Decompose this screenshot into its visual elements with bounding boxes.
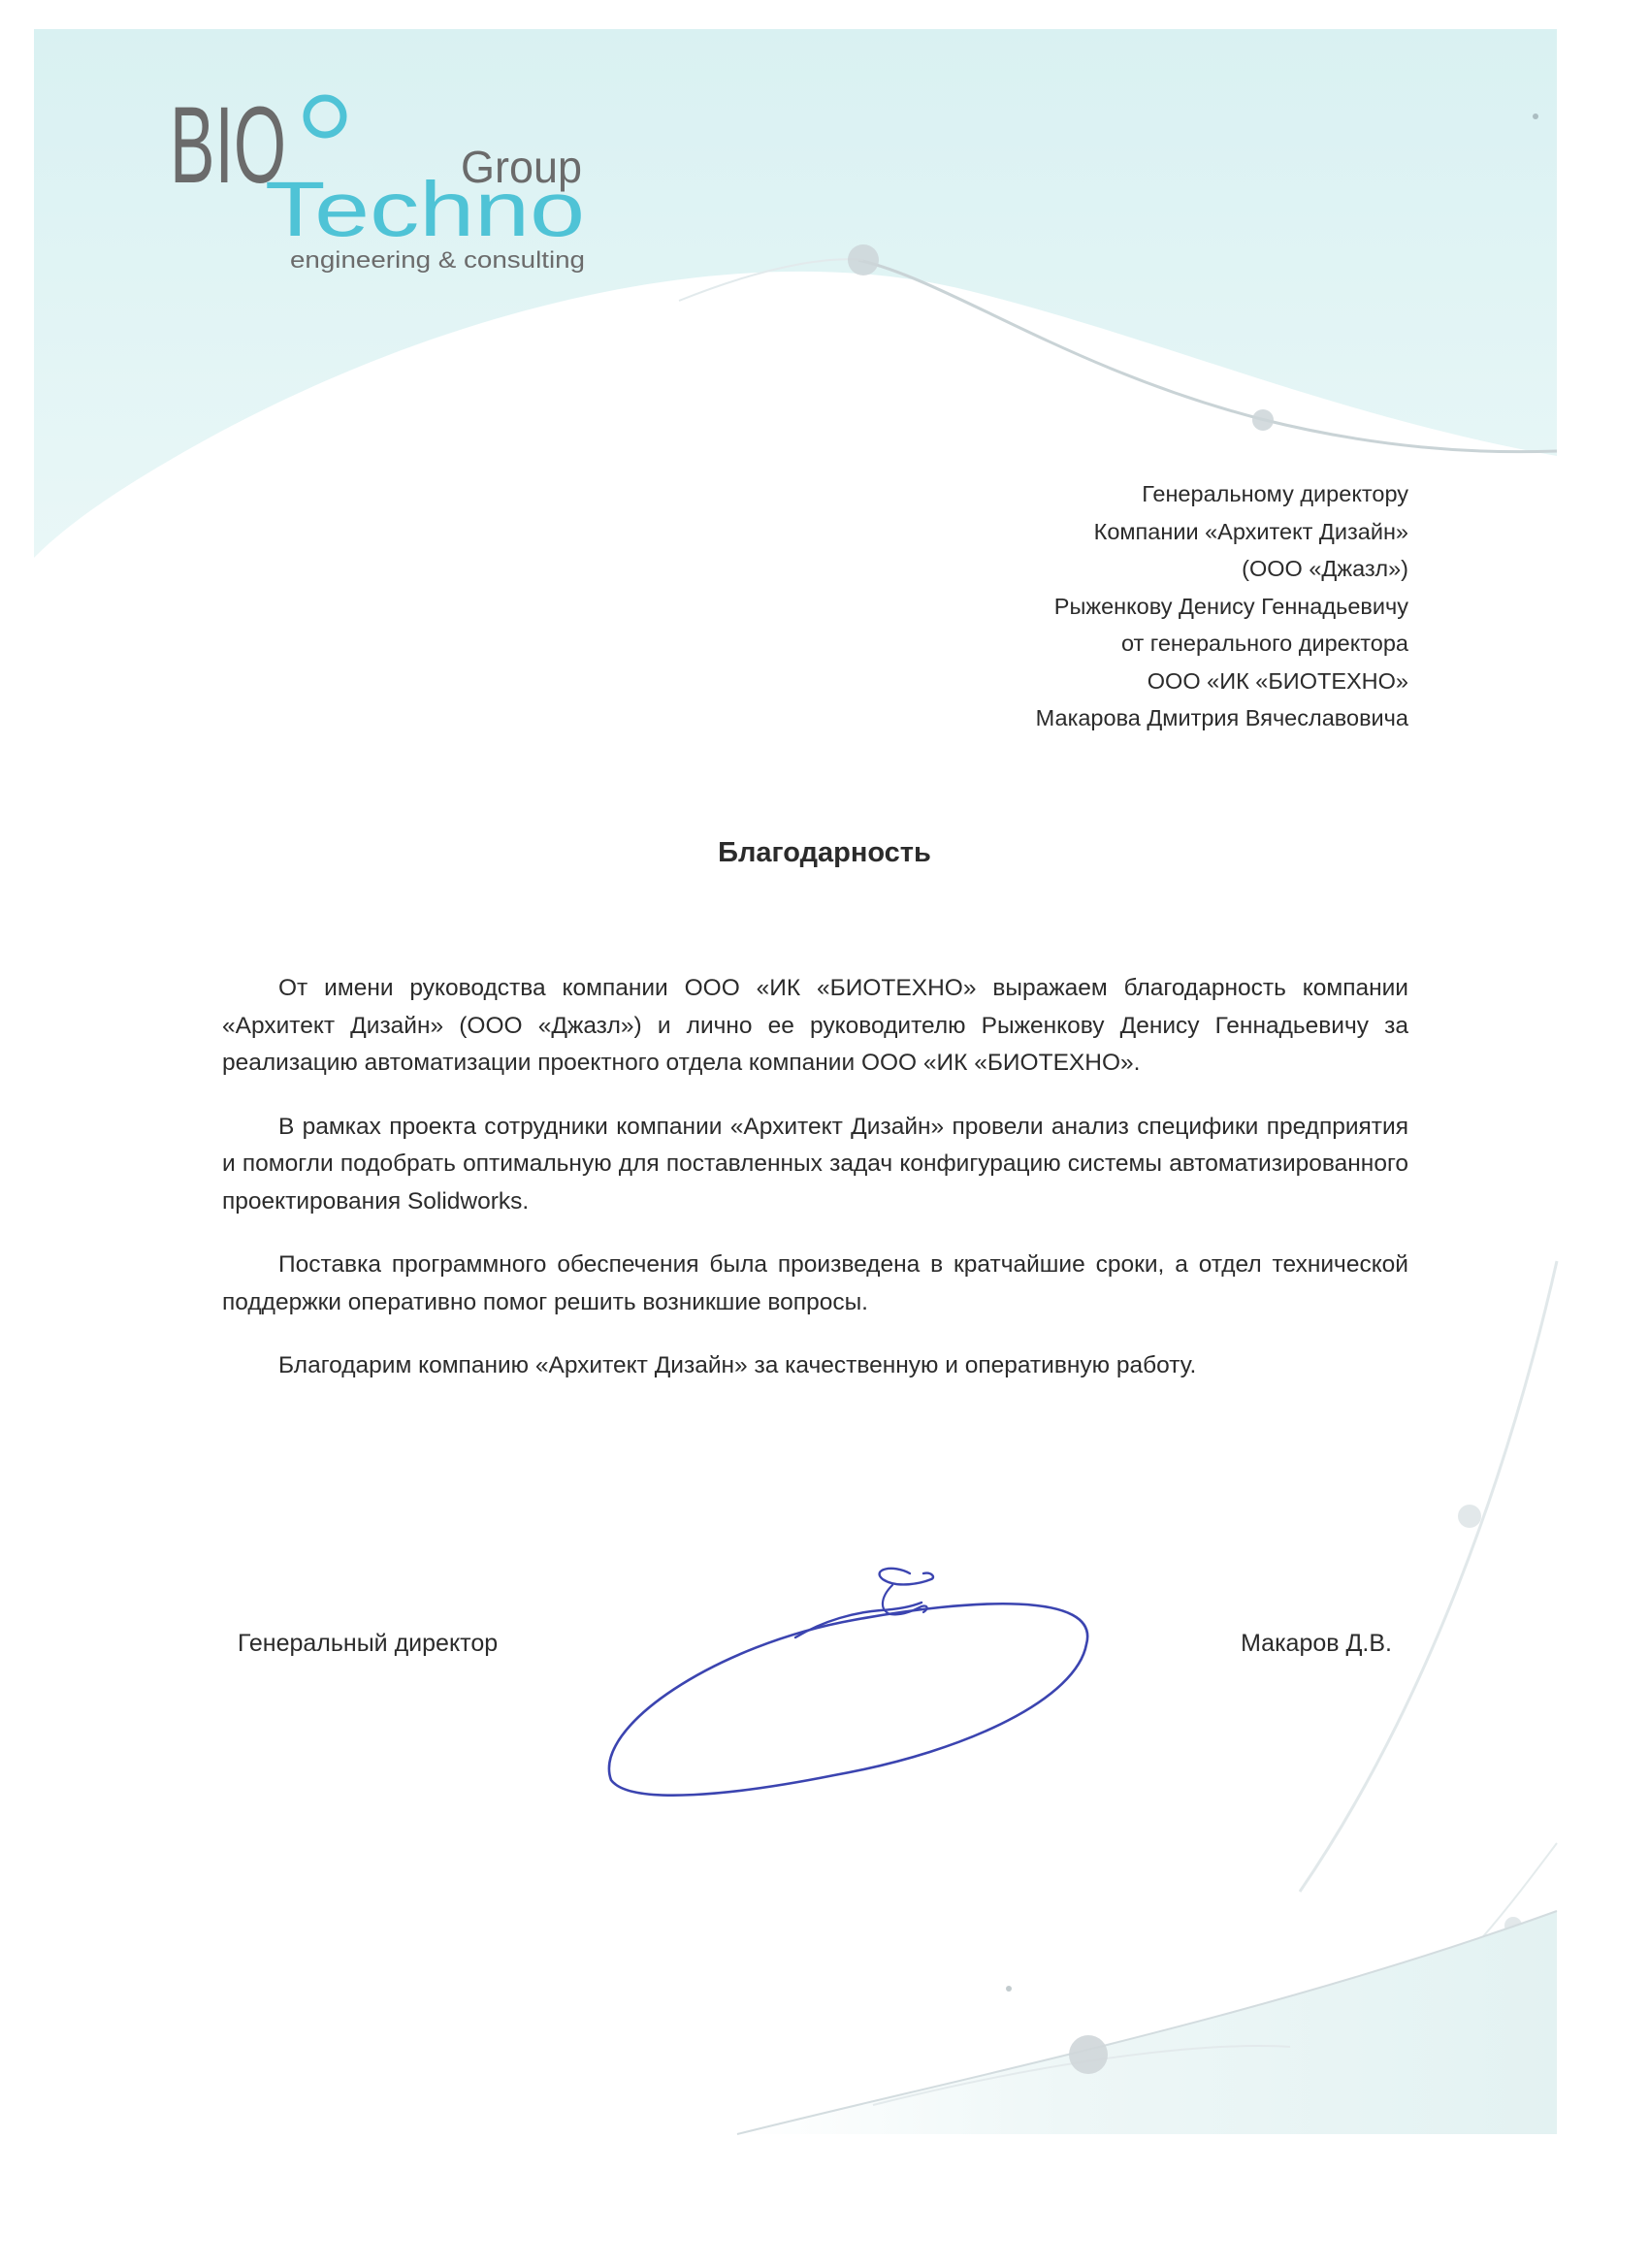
recipient-line: Рыженкову Денису Геннадьевичу xyxy=(1053,593,1408,619)
body-paragraph: Поставка программного обеспечения была произведена в кратчайшие сроки, а отдел технической поддержки оперативно помог решить возникшие вопросы. xyxy=(222,1251,1408,1315)
logo-circle-icon xyxy=(307,98,343,135)
recipient-line: (ООО «Джазл») xyxy=(1242,556,1408,581)
recipient-line: ООО «ИК «БИОТЕХНО» xyxy=(1147,667,1408,694)
bottom-tint-shape xyxy=(737,1911,1557,2134)
company-logo xyxy=(170,85,587,279)
signatory-name: Макаров Д.В. xyxy=(1241,1630,1392,1657)
signatory-position: Генеральный директор xyxy=(238,1630,499,1657)
recipient-block xyxy=(873,475,1408,737)
decor-dot xyxy=(1006,1986,1012,1992)
recipient-line: Генеральному директору xyxy=(1142,481,1408,506)
decor-dot xyxy=(1252,409,1274,431)
logo-tagline: engineering & consulting xyxy=(290,247,585,274)
logo-techno-text: Techno xyxy=(265,166,585,252)
decor-dot xyxy=(1533,113,1538,119)
body-paragraph: В рамках проекта сотрудники компании «Архитект Дизайн» провели анализ специфики предприятия и помогли подобрать оптимальную для поставленных задач конфигурацию системы автоматизированного проектирования Solidworks. xyxy=(222,1113,1408,1215)
body-paragraph: От имени руководства компании ООО «ИК «БИОТЕХНО» выражаем благодарность компании «Архитект Дизайн» (ООО «Джазл») и лично ее руководителю Рыженкову Денису Геннадьевичу за реализацию автоматизации проектного отдела компании ООО «ИК «БИОТЕХНО». xyxy=(222,975,1408,1076)
letter-body xyxy=(222,970,1408,1411)
logo-group-text: Group xyxy=(461,142,582,192)
recipient-line: Макарова Дмитрия Вячеславовича xyxy=(1035,705,1408,730)
decor-dot xyxy=(1458,1505,1481,1528)
letter-title: Благодарность xyxy=(718,837,931,868)
logo-bio-text: BIO xyxy=(170,85,286,206)
recipient-line: Компании «Архитект Дизайн» xyxy=(1093,518,1408,544)
decor-dot xyxy=(1069,2035,1108,2074)
decor-dot xyxy=(848,244,879,275)
body-paragraph: Благодарим компанию «Архитект Дизайн» за качественную и оперативную работу. xyxy=(278,1352,1197,1378)
recipient-line: от генерального директора xyxy=(1120,631,1408,656)
handwritten-signature xyxy=(601,1552,1106,1824)
